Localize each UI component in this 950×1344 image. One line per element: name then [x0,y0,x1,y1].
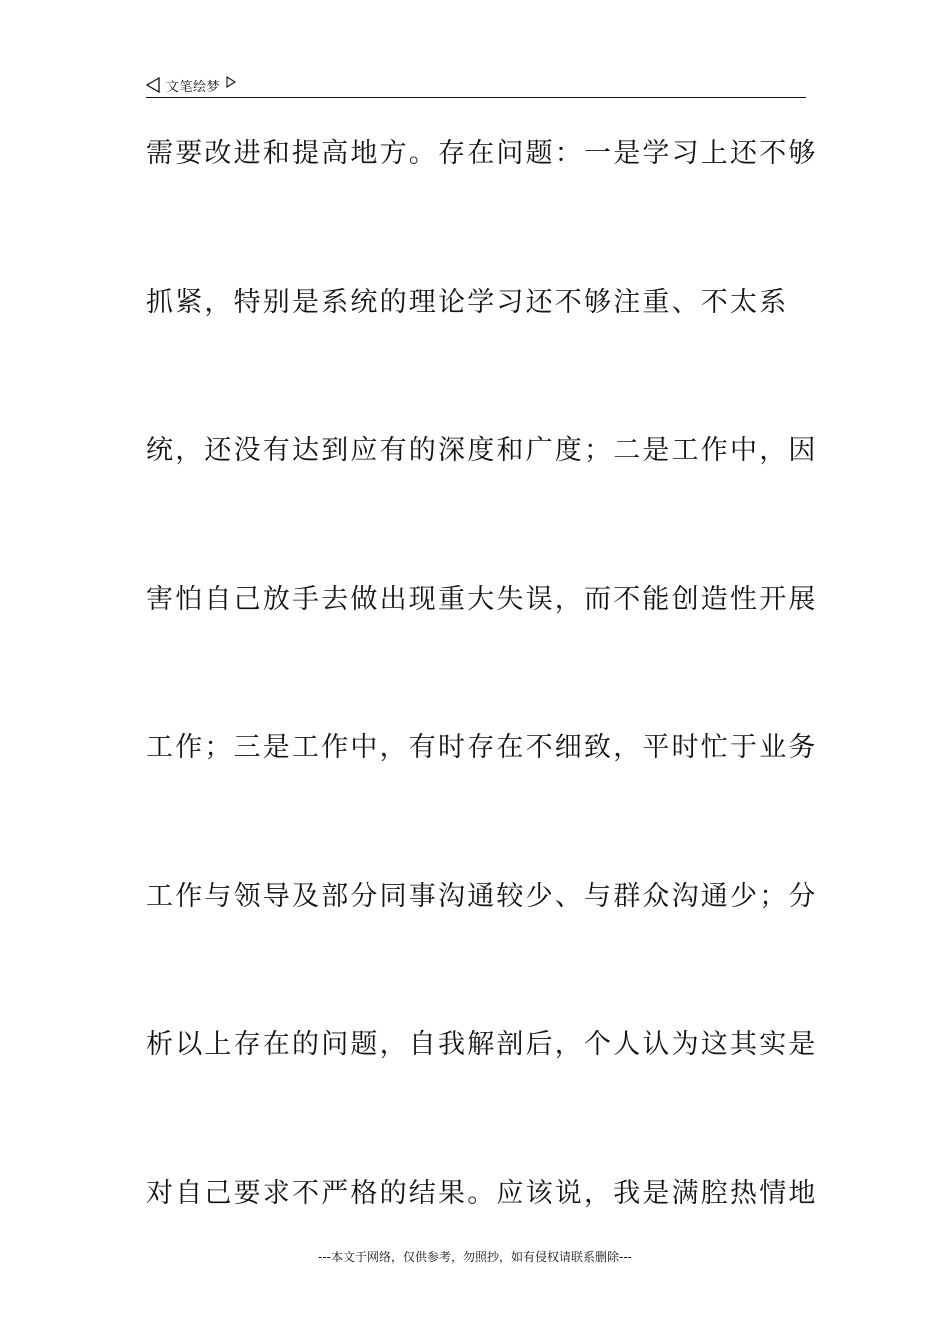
body-line: 需要改进和提高地方。存在问题：一是学习上还不够 [146,138,818,169]
header-title: 文笔绘梦 [166,79,221,95]
header-divider [146,97,806,98]
body-line: 抓紧，特别是系统的理论学习还不够注重、不太系 [146,286,789,318]
footer-disclaimer: ---本文于网络，仅供参考，勿照抄，如有侵权请联系删除--- [318,1250,632,1264]
body-line: 工作与领导及部分同事沟通较少、与群众沟通少；分 [146,880,818,912]
right-triangle-icon [226,76,236,88]
body-line: 析以上存在的问题，自我解剖后，个人认为这其实是 [146,1029,818,1060]
document-body [146,126,818,1314]
body-line: 对自己要求不严格的结果。应该说，我是满腔热情地 [146,1177,818,1209]
body-line: 工作；三是工作中，有时存在不细致，平时忙于业务 [146,732,818,763]
page-header [146,74,806,96]
body-line: 害怕自己放手去做出现重大失误，而不能创造性开展 [146,583,818,615]
left-triangle-icon [146,77,160,93]
body-line: 统，还没有达到应有的深度和广度；二是工作中，因 [146,435,818,466]
